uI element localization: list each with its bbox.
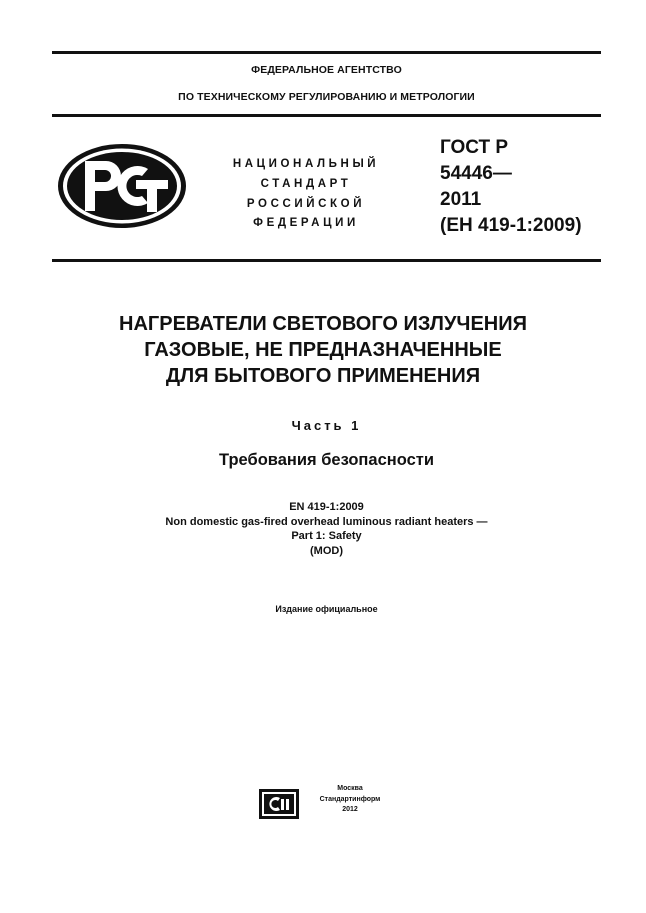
national-standard-line: НАЦИОНАЛЬНЫЙ	[232, 158, 380, 170]
title-line: НАГРЕВАТЕЛИ СВЕТОВОГО ИЗЛУЧЕНИЯ	[119, 313, 527, 335]
document-title	[40, 311, 606, 389]
en-reference-line: Part 1: Safety	[291, 530, 362, 542]
title-line: ГАЗОВЫЕ, НЕ ПРЕДНАЗНАЧЕННЫЕ	[144, 339, 502, 361]
designation-line: 2011	[440, 189, 482, 210]
agency-name-line1: ФЕДЕРАЛЬНОЕ АГЕНТСТВО	[251, 64, 402, 76]
en-reference-line: EN 419-1:2009	[289, 501, 364, 513]
edition-note: Издание официальное	[275, 604, 378, 614]
header-rule	[52, 114, 601, 117]
publisher-name: Стандартинформ	[319, 795, 381, 803]
en-reference	[52, 500, 601, 558]
standartinform-logo-icon	[259, 789, 299, 819]
designation-line: 54446—	[440, 163, 512, 184]
publisher-city: Москва	[337, 785, 363, 792]
national-standard-line: РОССИЙСКОЙ	[246, 197, 366, 210]
en-reference-line: (MOD)	[310, 544, 343, 557]
agency-name-line2: ПО ТЕХНИЧЕСКОМУ РЕГУЛИРОВАНИЮ И МЕТРОЛОГИИ	[178, 91, 475, 103]
part-label: Часть 1	[291, 418, 362, 433]
publisher-info	[302, 784, 398, 816]
national-standard-line: ФЕДЕРАЦИИ	[253, 217, 359, 230]
standard-designation	[440, 135, 582, 239]
en-reference-line: Non domestic gas-fired overhead luminous radiant heaters —	[165, 515, 488, 528]
national-standard-line: СТАНДАРТ	[260, 177, 352, 190]
document-subtitle: Требования безопасности	[219, 451, 434, 469]
designation-line: (ЕН 419-1:2009)	[440, 215, 582, 236]
publisher-year: 2012	[342, 806, 358, 813]
title-line: ДЛЯ БЫТОВОГО ПРИМЕНЕНИЯ	[165, 365, 481, 387]
rst-certification-mark-icon	[56, 142, 188, 230]
top-rule	[52, 51, 601, 54]
national-standard-label	[214, 155, 398, 234]
designation-line: ГОСТ Р	[440, 137, 509, 158]
section-rule	[52, 259, 601, 262]
